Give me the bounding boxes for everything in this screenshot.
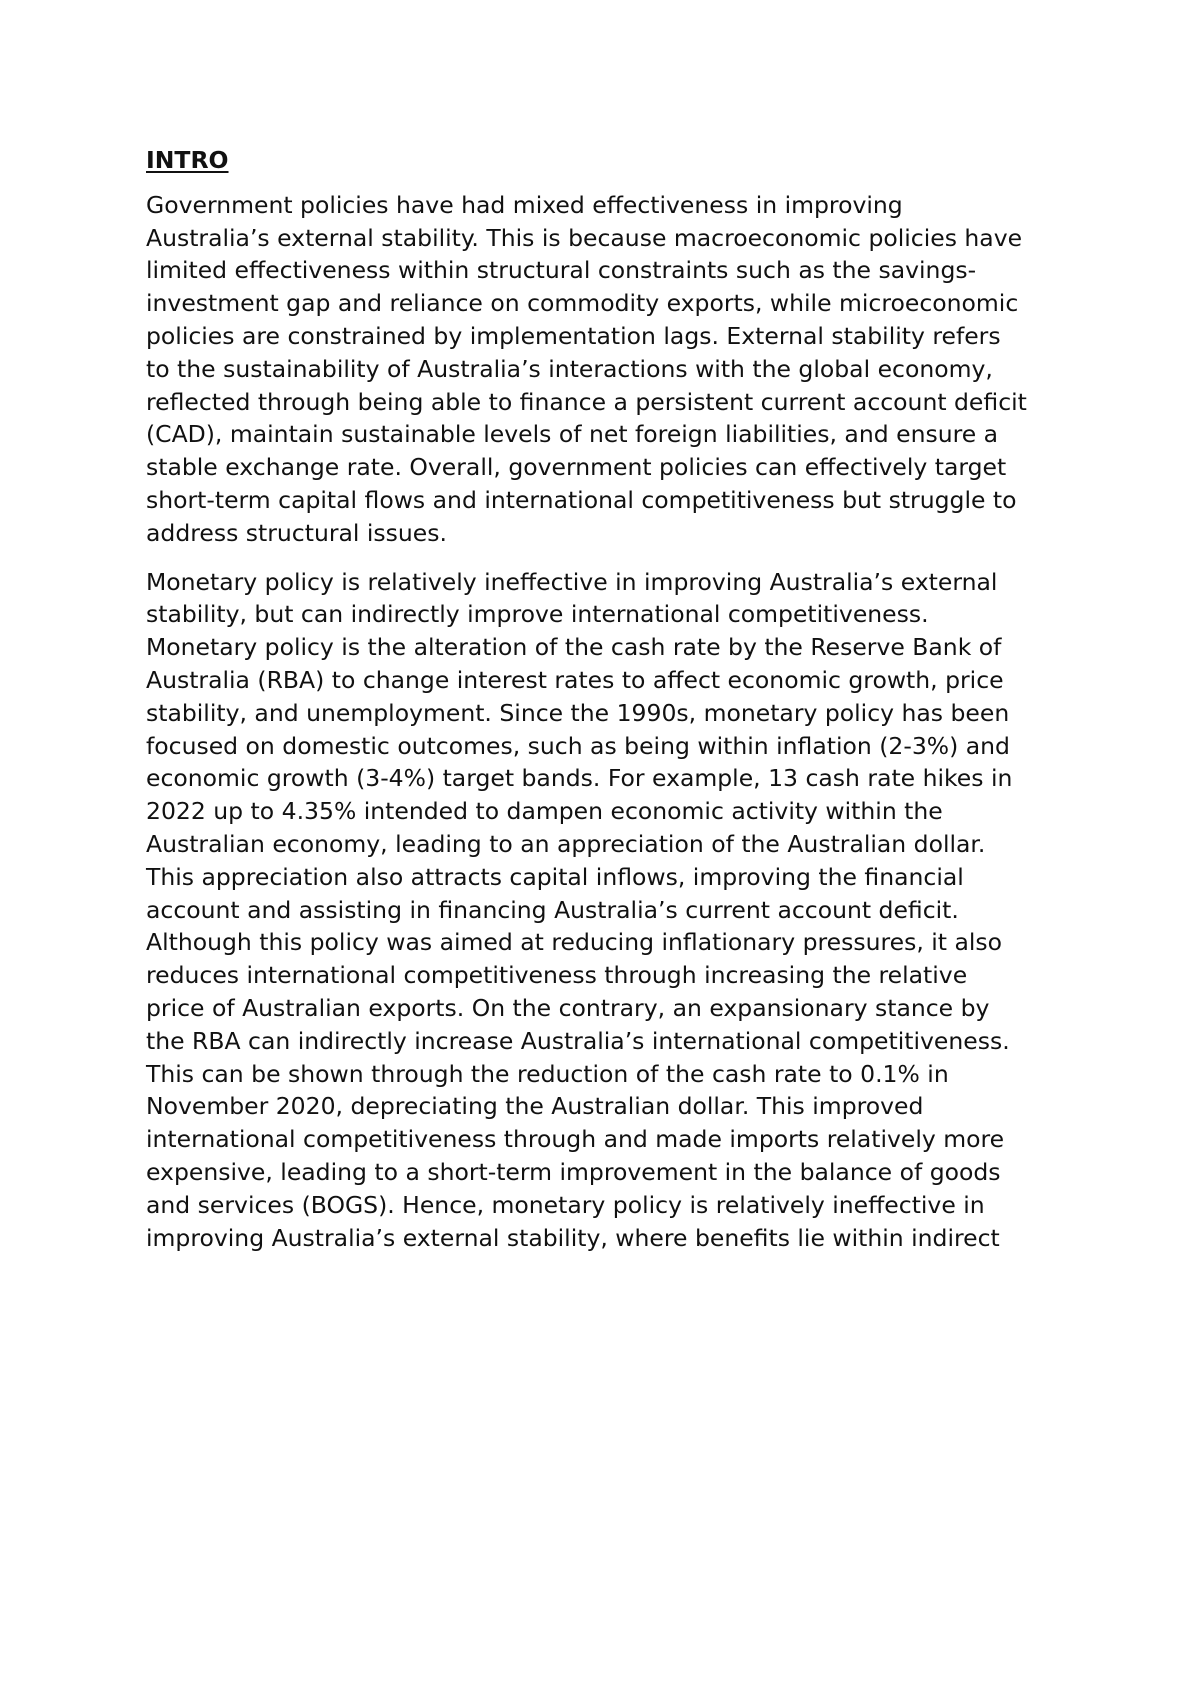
- text-line: Australia’s external stability. This is because macroeconomic policies have: [146, 223, 1023, 252]
- text-line: investment gap and reliance on commodity exports, while microeconomic: [146, 289, 1019, 318]
- text-line: limited effectiveness within structural constraints such as the savings-: [146, 256, 977, 285]
- text-line: This appreciation also attracts capital inflows, improving the financial: [146, 862, 964, 891]
- text-line: Although this policy was aimed at reducing inflationary pressures, it also: [146, 928, 1003, 957]
- text-line: Australia (RBA) to change interest rates to affect economic growth, price: [146, 665, 1004, 694]
- text-line: Monetary policy is relatively ineffective in improving Australia’s external: [146, 567, 998, 596]
- text-line: economic growth (3-4%) target bands. For example, 13 cash rate hikes in: [146, 764, 1013, 793]
- text-line: improving Australia’s external stability, where benefits lie within indirect: [146, 1223, 1000, 1252]
- text-line: and services (BOGS). Hence, monetary policy is relatively ineffective in: [146, 1190, 985, 1219]
- text-line: account and assisting in financing Australia’s current account deficit.: [146, 895, 959, 924]
- text-line: policies are constrained by implementation lags. External stability refers: [146, 321, 1001, 350]
- text-line: to the sustainability of Australia’s interactions with the global economy,: [146, 354, 993, 383]
- text-line: price of Australian exports. On the contrary, an expansionary stance by: [146, 993, 990, 1022]
- text-line: reduces international competitiveness through increasing the relative: [146, 961, 968, 990]
- text-line: Government policies have had mixed effectiveness in improving: [146, 190, 903, 219]
- text-line: stable exchange rate. Overall, government policies can effectively target: [146, 453, 1007, 482]
- intro-paragraph: [146, 189, 1076, 550]
- section-heading: INTRO: [146, 146, 229, 174]
- text-line: November 2020, depreciating the Australian dollar. This improved: [146, 1092, 924, 1121]
- text-line: stability, but can indirectly improve international competitiveness.: [146, 600, 929, 629]
- monetary-policy-paragraph: [146, 566, 1076, 1255]
- text-line: expensive, leading to a short-term improvement in the balance of goods: [146, 1157, 1001, 1186]
- text-line: international competitiveness through and made imports relatively more: [146, 1125, 1005, 1154]
- text-line: 2022 up to 4.35% intended to dampen economic activity within the: [146, 797, 943, 826]
- text-line: Monetary policy is the alteration of the cash rate by the Reserve Bank of: [146, 633, 1002, 662]
- text-line: (CAD), maintain sustainable levels of net foreign liabilities, and ensure a: [146, 420, 999, 449]
- text-line: the RBA can indirectly increase Australia’s international competitiveness.: [146, 1026, 1010, 1055]
- text-line: Australian economy, leading to an appreciation of the Australian dollar.: [146, 829, 986, 858]
- text-line: reflected through being able to finance a persistent current account deficit: [146, 387, 1027, 416]
- text-line: short-term capital flows and international competitiveness but struggle to: [146, 485, 1017, 514]
- document-body: [146, 144, 1076, 1270]
- text-line: address structural issues.: [146, 518, 447, 547]
- text-line: stability, and unemployment. Since the 1990s, monetary policy has been: [146, 698, 1010, 727]
- text-line: This can be shown through the reduction of the cash rate to 0.1% in: [146, 1059, 949, 1088]
- text-line: focused on domestic outcomes, such as being within inflation (2-3%) and: [146, 731, 1010, 760]
